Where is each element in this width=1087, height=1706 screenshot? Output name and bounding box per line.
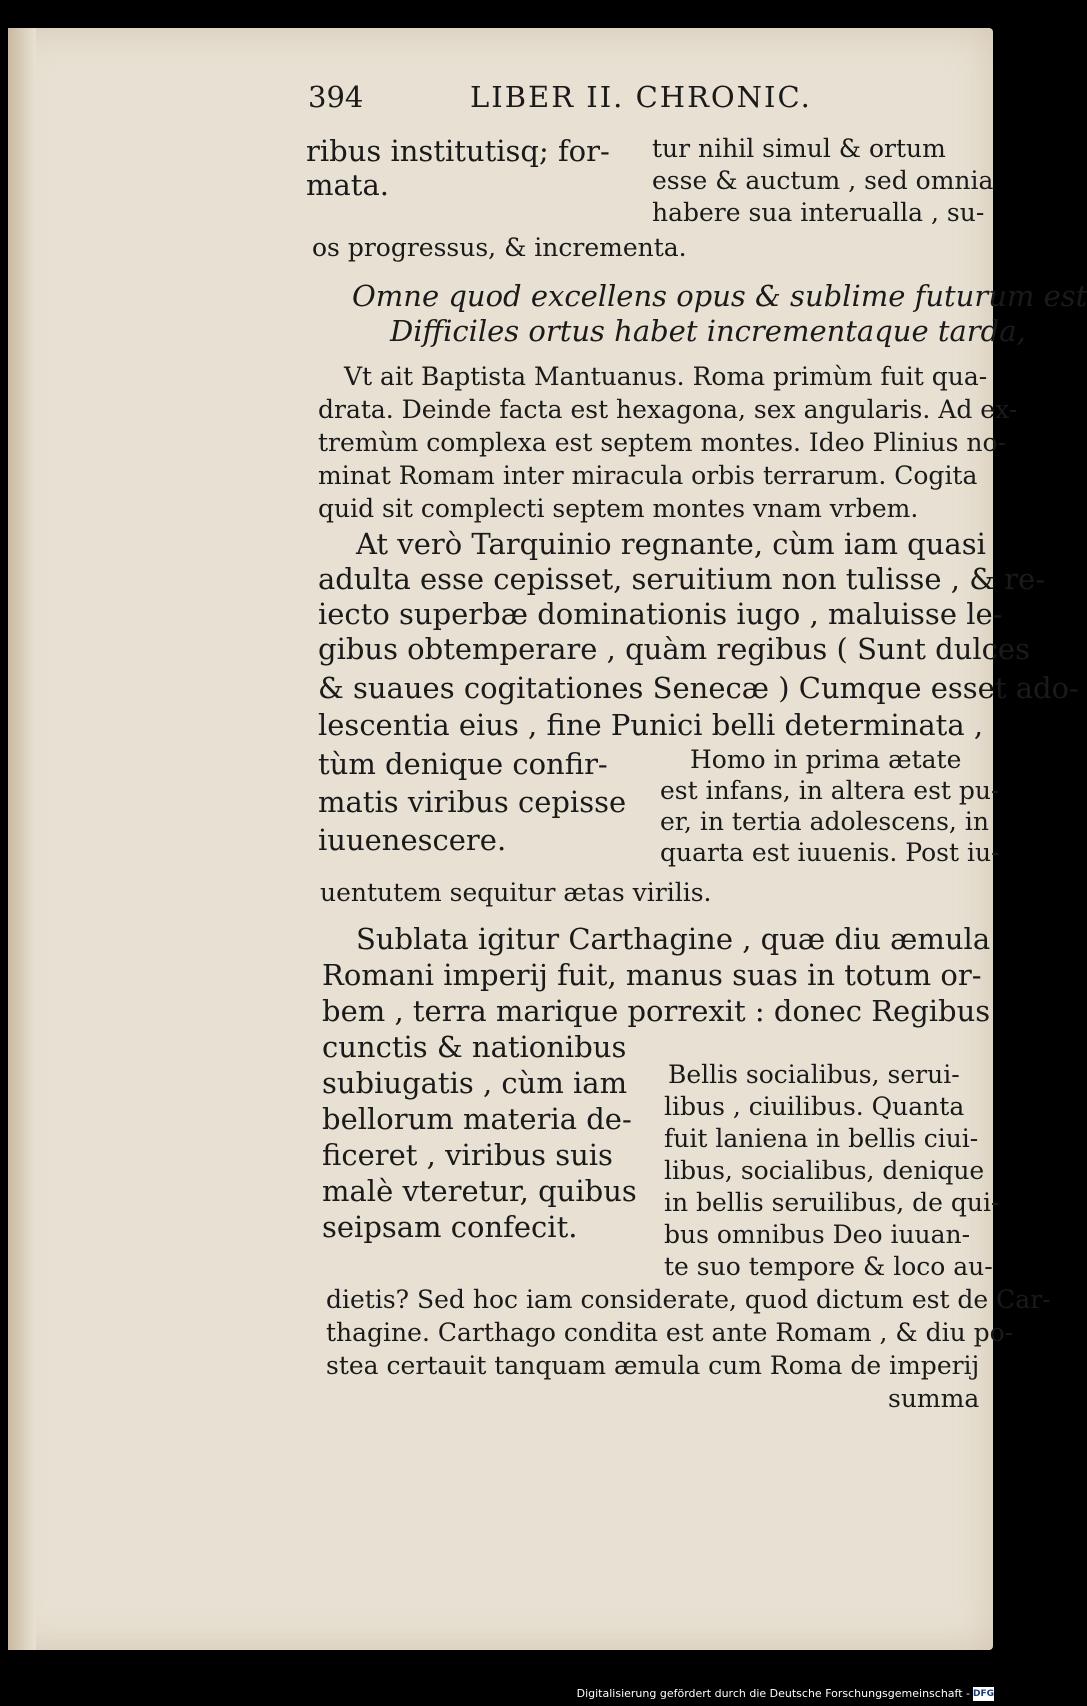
body-line: libus , ciuilibus. Quanta — [664, 1092, 965, 1121]
running-title: LIBER II. CHRONIC. — [470, 80, 812, 114]
body-line: ribus institutisq; for- — [306, 134, 610, 168]
body-line: lescentia eius , fine Punici belli determinata , — [318, 708, 984, 742]
body-line: quarta est iuuenis. Post iu- — [660, 838, 1000, 867]
body-line: subiugatis , cùm iam — [322, 1066, 628, 1100]
footer-bar — [0, 1678, 1000, 1706]
catchword: summa — [888, 1384, 980, 1413]
body-line: quid sit complecti septem montes vnam vrbem. — [318, 494, 919, 523]
body-line: Sublata igitur Carthagine , quæ diu æmula — [356, 922, 991, 956]
body-line: Vt ait Baptista Mantuanus. Roma primùm fuit qua- — [344, 362, 988, 391]
funding-credit: Digitalisierung gefördert durch die Deutsche Forschungsgemeinschaft - — [576, 1687, 970, 1700]
body-line: er, in tertia adolescens, in — [660, 807, 989, 836]
body-line: fuit laniena in bellis ciui- — [664, 1124, 979, 1153]
body-line: te suo tempore & loco au- — [664, 1252, 993, 1281]
body-line: dietis? Sed hoc iam considerate, quod dictum est de Car- — [326, 1285, 1051, 1314]
body-line: uentutem sequitur ætas virilis. — [320, 878, 712, 907]
body-line: & suaues cogitationes Senecæ ) Cumque esset ado- — [318, 671, 1079, 705]
body-line: ficeret , viribus suis — [322, 1138, 613, 1172]
body-line: tremùm complexa est septem montes. Ideo Plinius no- — [318, 428, 1006, 457]
body-line: habere sua interualla , su- — [652, 198, 985, 227]
body-line: bem , terra marique porrexit : donec Regibus — [322, 994, 991, 1028]
body-line: bus omnibus Deo iuuan- — [664, 1220, 971, 1249]
body-line: adulta esse cepisset, seruitium non tulisse , & re- — [318, 562, 1046, 596]
body-line: seipsam confecit. — [322, 1210, 578, 1244]
body-line: bellorum materia de- — [322, 1102, 632, 1136]
body-line: Homo in prima ætate — [690, 745, 962, 774]
body-line: stea certauit tanquam æmula cum Roma de imperij — [326, 1351, 980, 1380]
body-line: mata. — [306, 168, 389, 202]
body-line: minat Romam inter miracula orbis terrarum. Cogita — [318, 461, 978, 490]
body-line: libus, socialibus, denique — [664, 1156, 985, 1185]
body-line: thagine. Carthago condita est ante Romam , & diu po- — [326, 1318, 1014, 1347]
body-line: matis viribus cepisse — [318, 785, 627, 819]
verse-line: Omne quod excellens opus & sublime futurum est — [352, 279, 1087, 313]
body-line: est infans, in altera est pu- — [660, 776, 1000, 805]
body-line: iecto superbæ dominationis iugo , maluisse le- — [318, 597, 1003, 631]
body-line: At verò Tarquinio regnante, cùm iam quasi — [356, 527, 986, 561]
body-line: tur nihil simul & ortum — [652, 134, 946, 163]
body-line: iuuenescere. — [318, 823, 507, 857]
dfg-logo: DFG — [973, 1689, 995, 1699]
body-line: os progressus, & incrementa. — [312, 233, 687, 262]
verse-line: Difficiles ortus habet incrementaque tarda, — [390, 314, 1026, 348]
page-number: 394 — [308, 80, 364, 114]
body-line: gibus obtemperare , quàm regibus ( Sunt dulces — [318, 632, 1030, 666]
body-line: Bellis socialibus, serui- — [668, 1060, 960, 1089]
body-line: esse & auctum , sed omnia — [652, 166, 994, 195]
body-line: Romani imperij fuit, manus suas in totum or- — [322, 958, 982, 992]
body-line: malè vteretur, quibus — [322, 1174, 637, 1208]
body-line: in bellis seruilibus, de qui- — [664, 1188, 1000, 1217]
body-line: cunctis & nationibus — [322, 1030, 627, 1064]
body-line: tùm denique confir- — [318, 747, 608, 781]
body-line: drata. Deinde facta est hexagona, sex angularis. Ad ex- — [318, 395, 1018, 424]
